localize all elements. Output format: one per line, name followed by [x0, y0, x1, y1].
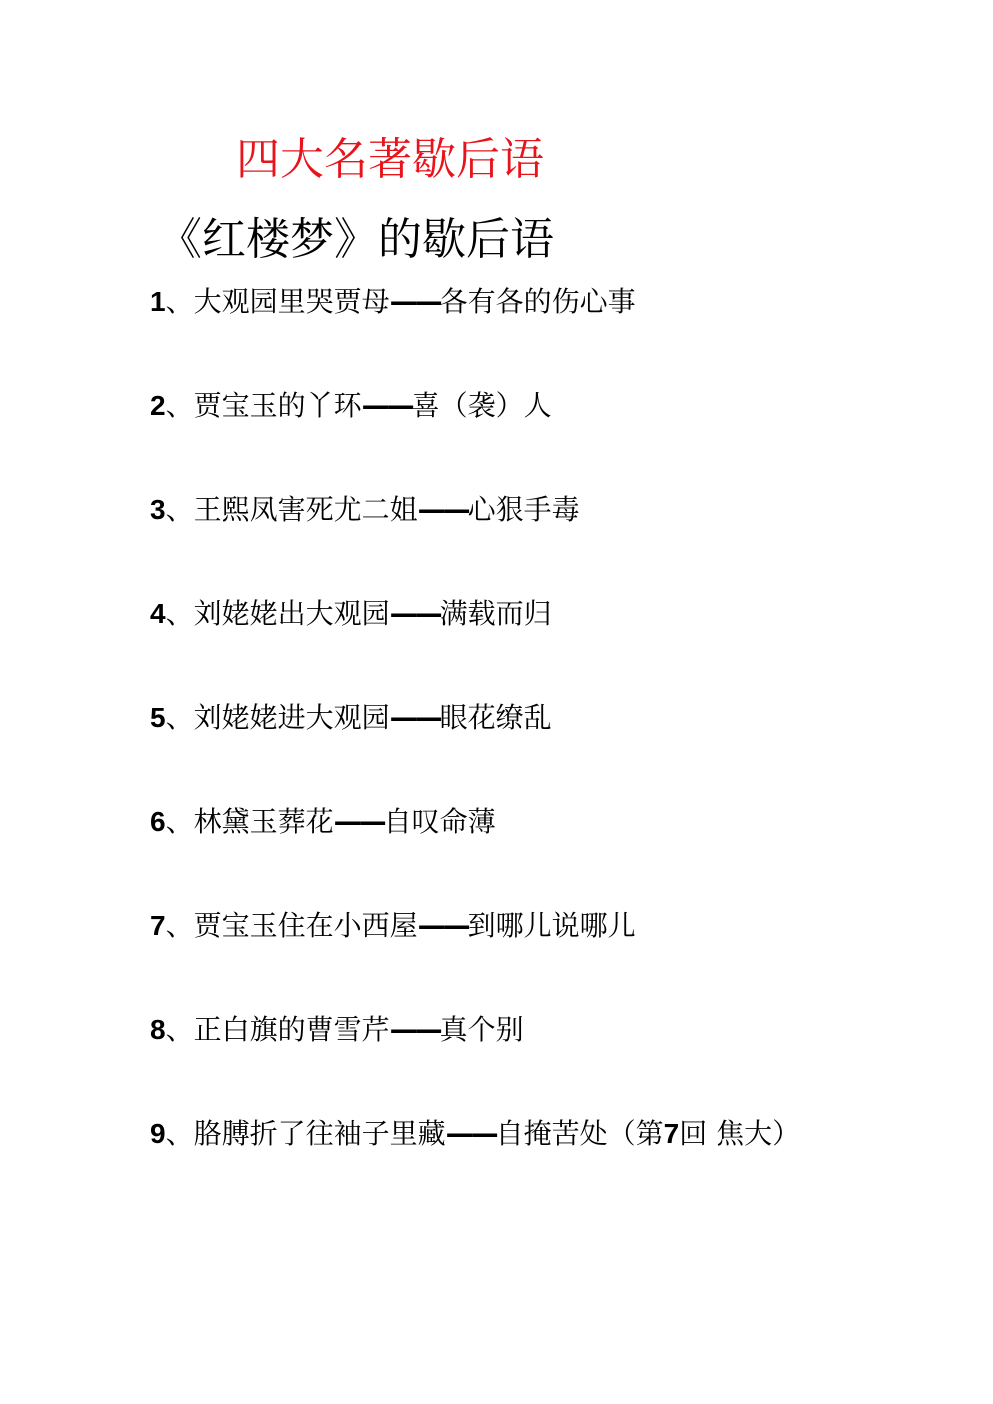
item-separator: 、 — [165, 493, 194, 526]
item-separator: 、 — [165, 701, 194, 734]
chapter-number: 7 — [663, 1118, 680, 1149]
item-front: 刘姥姥出大观园 — [193, 597, 390, 630]
item-separator: 、 — [165, 597, 194, 630]
item-back: 到哪儿说哪儿 — [467, 909, 636, 942]
item-dash: —— — [389, 1013, 440, 1046]
item-number: 3 — [150, 494, 166, 525]
item-separator: 、 — [165, 909, 194, 942]
list-item — [150, 796, 840, 848]
item-separator: 、 — [165, 1013, 194, 1046]
document-title: 四大名著歇后语 — [236, 134, 544, 185]
list-item — [150, 1108, 840, 1160]
item-number: 8 — [150, 1014, 166, 1045]
item-dash: —— — [389, 701, 440, 734]
item-number: 5 — [150, 702, 166, 733]
item-separator: 、 — [165, 1117, 194, 1150]
item-front: 刘姥姥进大观园 — [193, 701, 390, 734]
list-item — [150, 588, 840, 640]
list-item — [150, 484, 840, 536]
item-number: 2 — [150, 390, 166, 421]
document-subtitle: 《红楼梦》的歇后语 — [158, 214, 554, 265]
item-front: 贾宝玉住在小西屋 — [193, 909, 418, 942]
item-number: 6 — [150, 806, 166, 837]
item-separator: 、 — [165, 805, 194, 838]
item-number: 7 — [150, 910, 166, 941]
list-item — [150, 900, 840, 952]
item-dash: —— — [417, 493, 468, 526]
item-dash: —— — [333, 805, 384, 838]
item-separator: 、 — [165, 389, 194, 422]
item-front: 王熙凤害死尤二姐 — [193, 493, 418, 526]
item-front: 林黛玉葬花 — [193, 805, 334, 838]
list-item — [150, 276, 840, 328]
item-number: 9 — [150, 1118, 166, 1149]
item-back: 心狠手毒 — [467, 493, 580, 526]
list-item — [150, 380, 840, 432]
item-back: 自叹命薄 — [383, 805, 496, 838]
item-dash: —— — [389, 597, 440, 630]
item-back: 各有各的伤心事 — [439, 285, 636, 318]
list-item — [150, 692, 840, 744]
item-back: 喜（袭）人 — [411, 389, 552, 422]
item-back: 自掩苦处（第 — [495, 1117, 664, 1150]
item-number: 4 — [150, 598, 166, 629]
item-front: 胳膊折了往袖子里藏 — [193, 1117, 446, 1150]
item-dash: —— — [417, 909, 468, 942]
list-item — [150, 1004, 840, 1056]
item-back: 满载而归 — [439, 597, 552, 630]
item-dash: —— — [361, 389, 412, 422]
item-back-tail: 回 焦大） — [679, 1117, 801, 1150]
item-front: 正白旗的曹雪芹 — [193, 1013, 390, 1046]
item-front: 贾宝玉的丫环 — [193, 389, 362, 422]
item-number: 1 — [150, 286, 166, 317]
item-dash: —— — [389, 285, 440, 318]
item-back: 真个别 — [439, 1013, 524, 1046]
item-dash: —— — [445, 1117, 496, 1150]
item-back: 眼花缭乱 — [439, 701, 552, 734]
item-front: 大观园里哭贾母 — [193, 285, 390, 318]
item-separator: 、 — [165, 285, 194, 318]
